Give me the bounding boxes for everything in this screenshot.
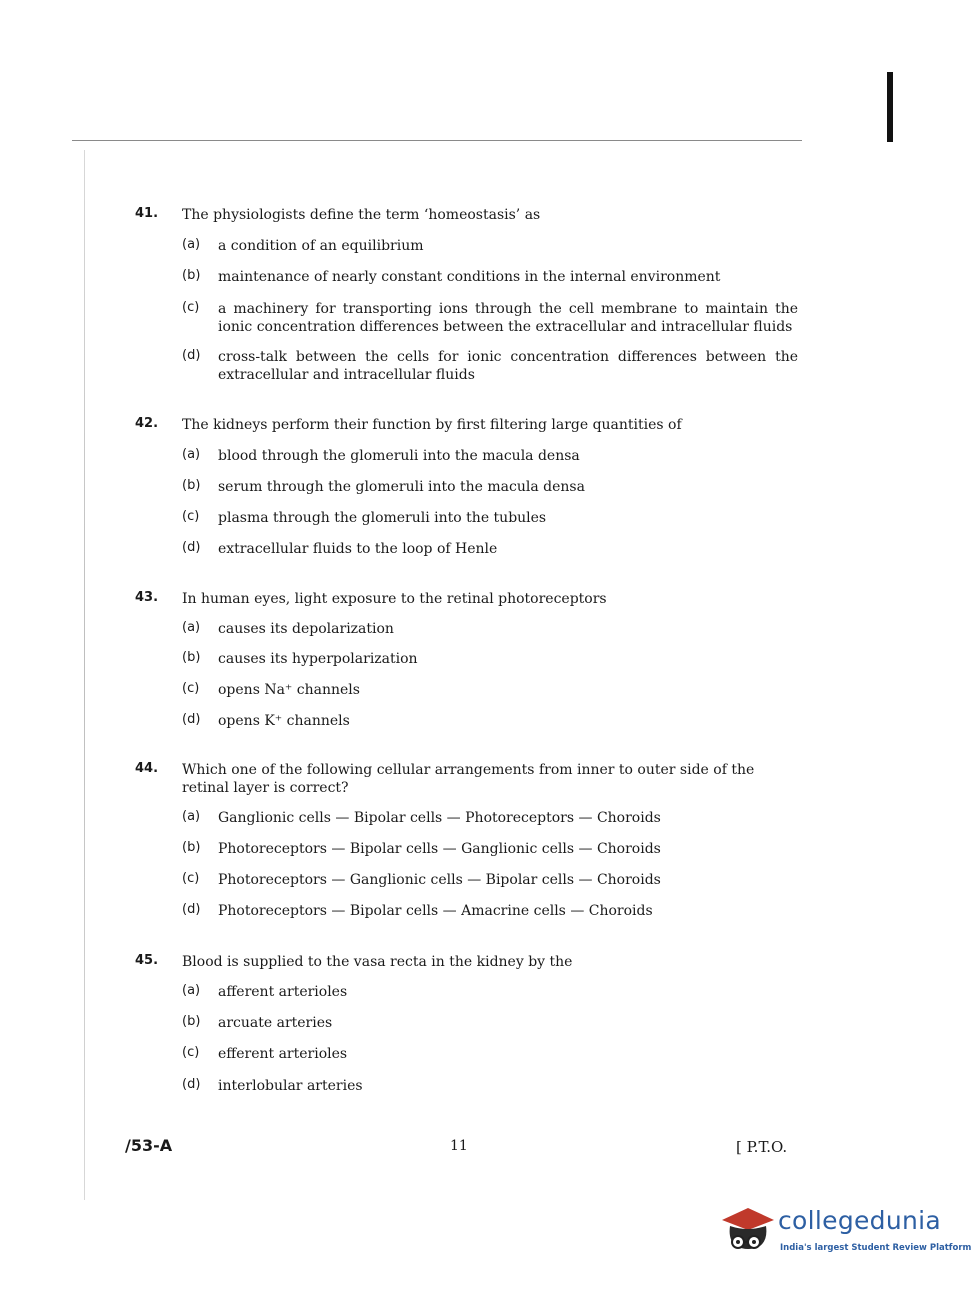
option-text: a machinery for transporting ions through the cell membrane to maintain the ionic concentration differences between the extracellular and intracellular fluids [218, 301, 798, 335]
option-text: causes its depolarization [218, 621, 394, 637]
logo-tagline: India's largest Student Review Platform [780, 1243, 972, 1253]
logo-name: collegedunia [778, 1206, 941, 1235]
option-text: Photoreceptors — Bipolar cells — Amacrine cells — Choroids [218, 903, 653, 919]
option-text: opens Na⁺ channels [218, 682, 360, 698]
header-rule [72, 140, 802, 141]
pto-marker: [ P.T.O. [736, 1138, 788, 1156]
option-label: (d) [182, 540, 201, 555]
option-text: blood through the glomeruli into the macula densa [218, 448, 580, 464]
option-text: causes its hyperpolarization [218, 651, 418, 667]
question-number: 41. [135, 206, 159, 221]
option-label: (b) [182, 1014, 201, 1029]
option-label: (a) [182, 237, 201, 252]
option-text: a condition of an equilibrium [218, 238, 424, 254]
question-text: Blood is supplied to the vasa recta in the kidney by the [182, 954, 573, 970]
question-number: 43. [135, 590, 159, 605]
option-label: (a) [182, 983, 201, 998]
option-text: extracellular fluids to the loop of Henle [218, 541, 498, 557]
question-text: The kidneys perform their function by first filtering large quantities of [182, 417, 682, 433]
margin-bar [887, 72, 893, 142]
question-text: Which one of the following cellular arrangements from inner to outer side of the retinal layer is correct? [182, 762, 755, 796]
option-label: (c) [182, 1045, 200, 1060]
option-label: (d) [182, 348, 201, 363]
option-text: Ganglionic cells — Bipolar cells — Photoreceptors — Choroids [218, 810, 661, 826]
question-text: In human eyes, light exposure to the retinal photoreceptors [182, 591, 607, 607]
option-text: arcuate arteries [218, 1015, 333, 1031]
option-label: (a) [182, 809, 201, 824]
option-label: (d) [182, 902, 201, 917]
option-text: maintenance of nearly constant conditions in the internal environment [218, 269, 721, 285]
question-text: The physiologists define the term ‘homeostasis’ as [182, 207, 541, 223]
option-text: opens K⁺ channels [218, 713, 350, 729]
option-text: interlobular arteries [218, 1078, 363, 1094]
option-label: (b) [182, 650, 201, 665]
option-label: (c) [182, 871, 200, 886]
option-text: cross-talk between the cells for ionic concentration differences between the extracellular and intracellular fluids [218, 349, 798, 383]
option-label: (c) [182, 509, 200, 524]
option-label: (b) [182, 840, 201, 855]
option-label: (d) [182, 712, 201, 727]
page-number: 11 [450, 1138, 468, 1154]
option-label: (b) [182, 478, 201, 493]
option-text: Photoreceptors — Bipolar cells — Ganglionic cells — Choroids [218, 841, 661, 857]
option-text: serum through the glomeruli into the macula densa [218, 479, 585, 495]
option-label: (a) [182, 620, 201, 635]
question-number: 44. [135, 761, 159, 776]
question-number: 45. [135, 953, 159, 968]
option-label: (d) [182, 1077, 201, 1092]
option-text: afferent arterioles [218, 984, 348, 1000]
option-text: efferent arterioles [218, 1046, 348, 1062]
option-label: (b) [182, 268, 201, 283]
collegedunia-logo [718, 1200, 972, 1270]
paper-code: /53-A [125, 1136, 173, 1155]
option-label: (c) [182, 300, 200, 315]
option-label: (c) [182, 681, 200, 696]
option-text: Photoreceptors — Ganglionic cells — Bipolar cells — Choroids [218, 872, 661, 888]
option-label: (a) [182, 447, 201, 462]
mascot-icon [718, 1200, 778, 1260]
option-text: plasma through the glomeruli into the tubules [218, 510, 547, 526]
question-number: 42. [135, 416, 159, 431]
scan-edge [84, 150, 85, 1200]
